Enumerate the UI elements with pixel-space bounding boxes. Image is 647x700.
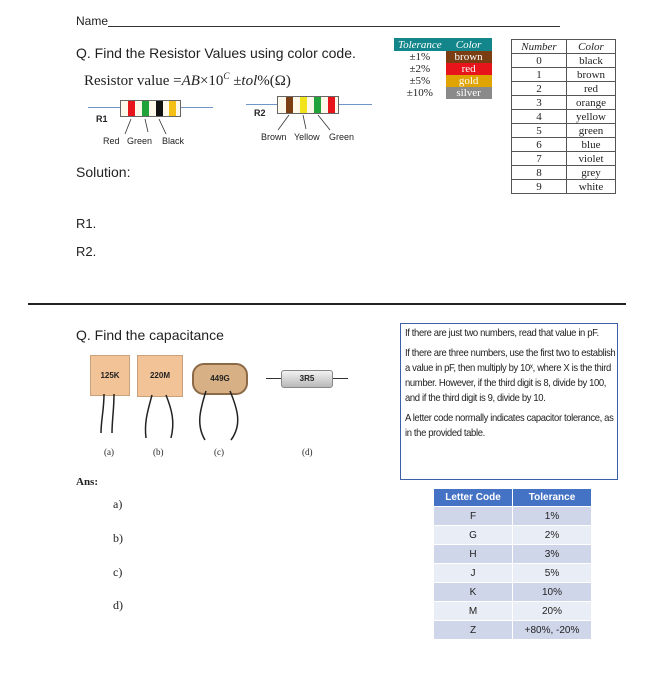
tolerance-color: silver [446, 87, 492, 99]
capacitor-b: 220M [137, 355, 183, 397]
r1-answer-label: R1. [76, 216, 97, 231]
letter-code-value: Z [434, 621, 513, 640]
color-code-number: 6 [512, 138, 567, 152]
r1-label: R1 [96, 114, 108, 124]
r2-band-label-3: Green [329, 132, 355, 142]
letter-code-tolerance: 1% [513, 507, 592, 526]
letter-code-tolerance: 5% [513, 564, 592, 583]
color-code-number: 0 [512, 54, 567, 68]
color-code-color: brown [567, 68, 616, 82]
letter-tolerance-header: Tolerance [513, 489, 592, 507]
letter-code-row [434, 507, 592, 526]
tolerance-value: ±2% [409, 63, 431, 75]
color-code-color: red [567, 82, 616, 96]
answer-b: b) [113, 531, 123, 545]
tolerance-color: gold [446, 75, 492, 87]
capacitor-d-caption: (d) [302, 447, 313, 457]
answer-c: c) [113, 565, 123, 579]
r1-band-label-1: Red [103, 136, 120, 146]
letter-code-value: J [434, 564, 513, 583]
capacitor-code-info-box [400, 323, 618, 480]
tolerance-value: ±5% [409, 75, 431, 87]
letter-code-row [434, 545, 592, 564]
tolerance-value: ±10% [406, 87, 433, 99]
letter-code-tolerance: 3% [513, 545, 592, 564]
info-paragraph-3: A letter code normally indicates capacitor tolerance, as in the provided table. [405, 413, 614, 439]
formula-suffix: %(Ω) [257, 73, 291, 89]
letter-code-value: M [434, 602, 513, 621]
letter-code-tolerance: 2% [513, 526, 592, 545]
letter-code-row [434, 583, 592, 602]
color-code-number: 9 [512, 180, 567, 194]
formula-exp: C [223, 71, 230, 81]
info-paragraph-2: If there are three numbers, use the first two to establish a value in pF, then multiply by 10ˣ, where X is the third number. However, if the third digit is 8, divide by 100, and if the third digit is 9, divide by 10. [405, 348, 616, 404]
letter-code-value: H [434, 545, 513, 564]
answer-d: d) [113, 598, 123, 612]
tolerance-header: Tolerance [394, 38, 446, 51]
r2-band-label-1: Brown [261, 132, 287, 142]
question-resistor: Q. Find the Resistor Values using color code. [76, 45, 356, 61]
color-code-number: 4 [512, 110, 567, 124]
info-paragraph-1: If there are just two numbers, read that value in pF. [405, 328, 599, 339]
color-code-number: 7 [512, 152, 567, 166]
r2-answer-label: R2. [76, 244, 97, 259]
name-label: Name [76, 14, 109, 28]
tolerance-color-header: Color [446, 38, 492, 51]
formula-prefix: Resistor value = [84, 73, 182, 89]
letter-code-header: Letter Code [434, 489, 513, 507]
letter-code-tolerance: 20% [513, 602, 592, 621]
solution-label: Solution: [76, 164, 131, 180]
letter-code-row [434, 602, 592, 621]
color-code-color: yellow [567, 110, 616, 124]
tolerance-color: red [446, 63, 492, 75]
letter-code-table [434, 489, 592, 639]
capacitor-c: 449G [192, 363, 248, 395]
question-capacitance: Q. Find the capacitance [76, 327, 224, 343]
answers-label: Ans: [76, 476, 99, 488]
formula-pm: ± [229, 73, 242, 89]
letter-code-value: F [434, 507, 513, 526]
number-header: Number [512, 40, 567, 54]
r2-band-label-2: Yellow [294, 132, 320, 142]
color-code-color: green [567, 124, 616, 138]
tolerance-color: brown [446, 51, 492, 63]
capacitor-d: 3R5 [281, 370, 333, 388]
color-code-color: white [567, 180, 616, 194]
color-code-color: violet [567, 152, 616, 166]
color-code-number: 5 [512, 124, 567, 138]
color-header: Color [567, 40, 616, 54]
color-code-color: orange [567, 96, 616, 110]
letter-code-value: K [434, 583, 513, 602]
r2-label: R2 [254, 108, 266, 118]
r1-band-label-2: Green [127, 136, 153, 146]
color-code-number: 1 [512, 68, 567, 82]
letter-code-value: G [434, 526, 513, 545]
formula-times: ×10 [199, 73, 224, 89]
capacitor-c-caption: (c) [214, 447, 224, 457]
capacitor-a-caption: (a) [104, 447, 114, 457]
answer-a: a) [113, 497, 123, 511]
color-code-number: 8 [512, 166, 567, 180]
capacitor-b-caption: (b) [153, 447, 164, 457]
formula-ab: AB [181, 73, 200, 89]
letter-code-tolerance: 10% [513, 583, 592, 602]
letter-code-tolerance: +80%, -20% [513, 621, 592, 640]
color-code-number: 2 [512, 82, 567, 96]
letter-code-header-row [434, 489, 592, 507]
letter-code-row [434, 526, 592, 545]
r1-band-label-3: Black [162, 136, 185, 146]
capacitor-a: 125K [90, 355, 130, 396]
tolerance-value: ±1% [409, 51, 431, 63]
formula-tol: tol [241, 73, 258, 89]
color-code-color: grey [567, 166, 616, 180]
letter-code-row [434, 621, 592, 640]
color-code-color: black [567, 54, 616, 68]
letter-code-row [434, 564, 592, 583]
color-code-number: 3 [512, 96, 567, 110]
color-code-color: blue [567, 138, 616, 152]
